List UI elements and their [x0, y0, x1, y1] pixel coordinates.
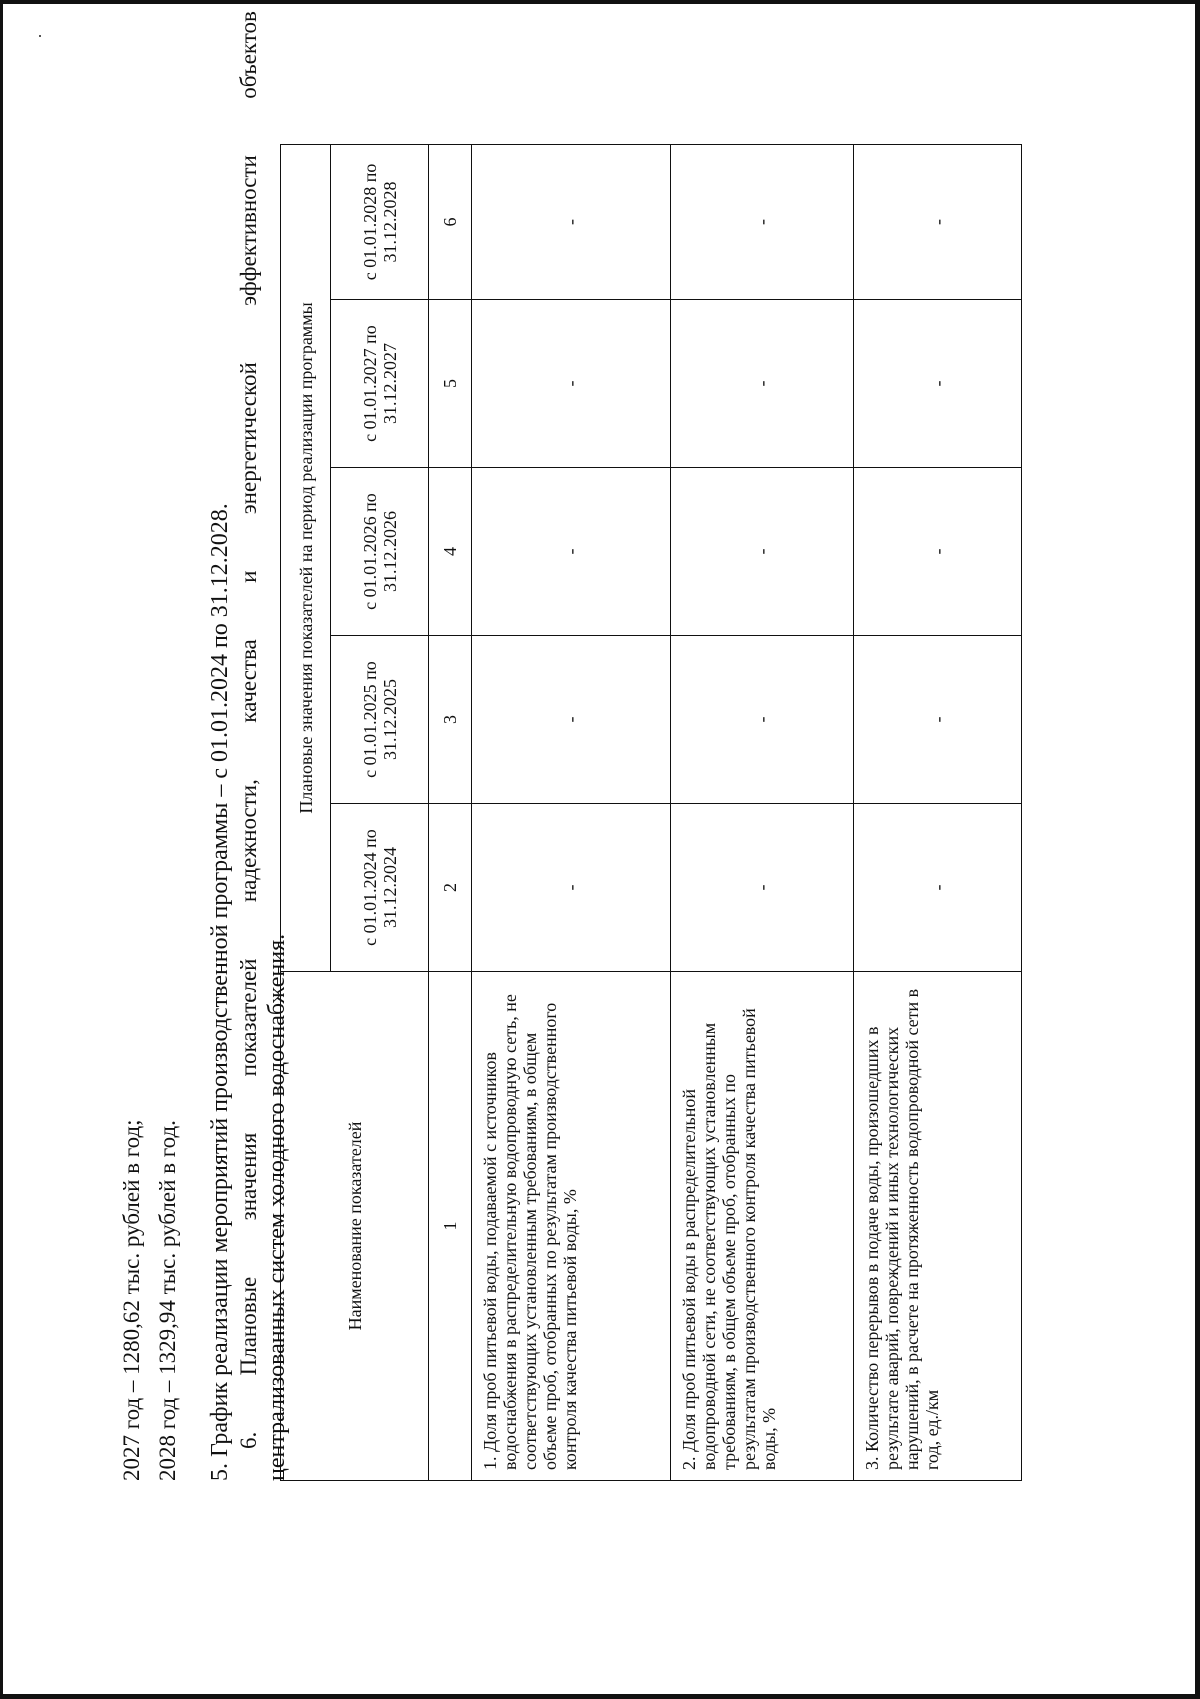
indicator-value: - — [854, 636, 1022, 804]
indicators-table — [280, 144, 1022, 1481]
indicator-value: - — [671, 636, 854, 804]
indicator-name: 1. Доля проб питьевой воды, подаваемой с источников водоснабжения в распределительную водопроводную сеть, не соответствующих установленным требованиям, в общем объеме проб, отобранных по результатам производственного контроля качества питьевой воды, % — [472, 972, 671, 1481]
section-6-word: качества — [236, 639, 261, 723]
indicator-value: - — [671, 144, 854, 299]
header-period-2024: с 01.01.2024 по 31.12.2024 — [331, 804, 429, 972]
section-5-text: 5. График реализации мероприятий производственной программы – с 01.01.2024 по 31.12.2028. — [207, 503, 233, 1481]
section-6-word: значения — [236, 1132, 261, 1221]
column-number: 6 — [429, 144, 472, 299]
indicator-name: 2. Доля проб питьевой воды в распределительной водопроводной сети, не соответствующих установленным требованиям, в общем объеме проб, отобранных по результатам производственного контроля качества питьевой воды, % — [671, 972, 854, 1481]
section-6-word: показателей — [236, 958, 261, 1077]
column-number: 1 — [429, 972, 472, 1481]
section-6-word: надежности, — [236, 779, 261, 903]
indicator-value: - — [671, 804, 854, 972]
section-6-word: и — [236, 570, 261, 583]
column-number-row — [429, 144, 472, 1480]
indicator-value: - — [472, 468, 671, 636]
indicator-value: - — [472, 300, 671, 468]
indicator-value: - — [671, 300, 854, 468]
indicator-value: - — [671, 468, 854, 636]
header-planned-values: Плановые значения показателей на период реализации программы — [281, 144, 331, 971]
indicator-value: - — [854, 300, 1022, 468]
section-6-word: 6. — [236, 1431, 261, 1449]
indicator-value: - — [472, 804, 671, 972]
indicator-value: - — [854, 144, 1022, 299]
section-6-word: объектов — [236, 11, 261, 99]
section-6-word: эффективности — [236, 155, 261, 306]
header-period-2025: с 01.01.2025 по 31.12.2025 — [331, 636, 429, 804]
section-6-word: Плановые — [236, 1276, 261, 1376]
section-6-word: энергетической — [236, 362, 261, 515]
section-6-line-2: централизованных систем холодного водоснабжения. — [264, 933, 290, 1481]
header-period-2028: с 01.01.2028 по 31.12.2028 — [331, 144, 429, 299]
text-line-2027: 2027 год – 1280,62 тыс. рублей в год; — [119, 1119, 144, 1481]
column-number: 3 — [429, 636, 472, 804]
table-row — [854, 144, 1022, 1480]
indicator-value: - — [854, 804, 1022, 972]
text-line-2028: 2028 год – 1329,94 тыс. рублей в год. — [155, 1120, 180, 1481]
table-row — [472, 144, 671, 1480]
indicator-name: 3. Количество перерывов в подаче воды, произошедших в результате аварий, повреждений и иных технологических нарушений, в расчете на протяженность водопроводной сети в год, ед./км — [854, 972, 1022, 1481]
column-number: 2 — [429, 804, 472, 972]
table-header-row — [281, 144, 331, 1480]
indicator-value: - — [854, 468, 1022, 636]
header-name-column: Наименование показателей — [281, 972, 429, 1481]
table-row — [671, 144, 854, 1480]
header-period-2026: с 01.01.2026 по 31.12.2026 — [331, 468, 429, 636]
indicator-value: - — [472, 144, 671, 299]
indicator-value: - — [472, 636, 671, 804]
header-period-2027: с 01.01.2027 по 31.12.2027 — [331, 300, 429, 468]
scan-speck — [39, 35, 41, 37]
column-number: 5 — [429, 300, 472, 468]
column-number: 4 — [429, 468, 472, 636]
section-6-heading — [236, 11, 262, 1449]
